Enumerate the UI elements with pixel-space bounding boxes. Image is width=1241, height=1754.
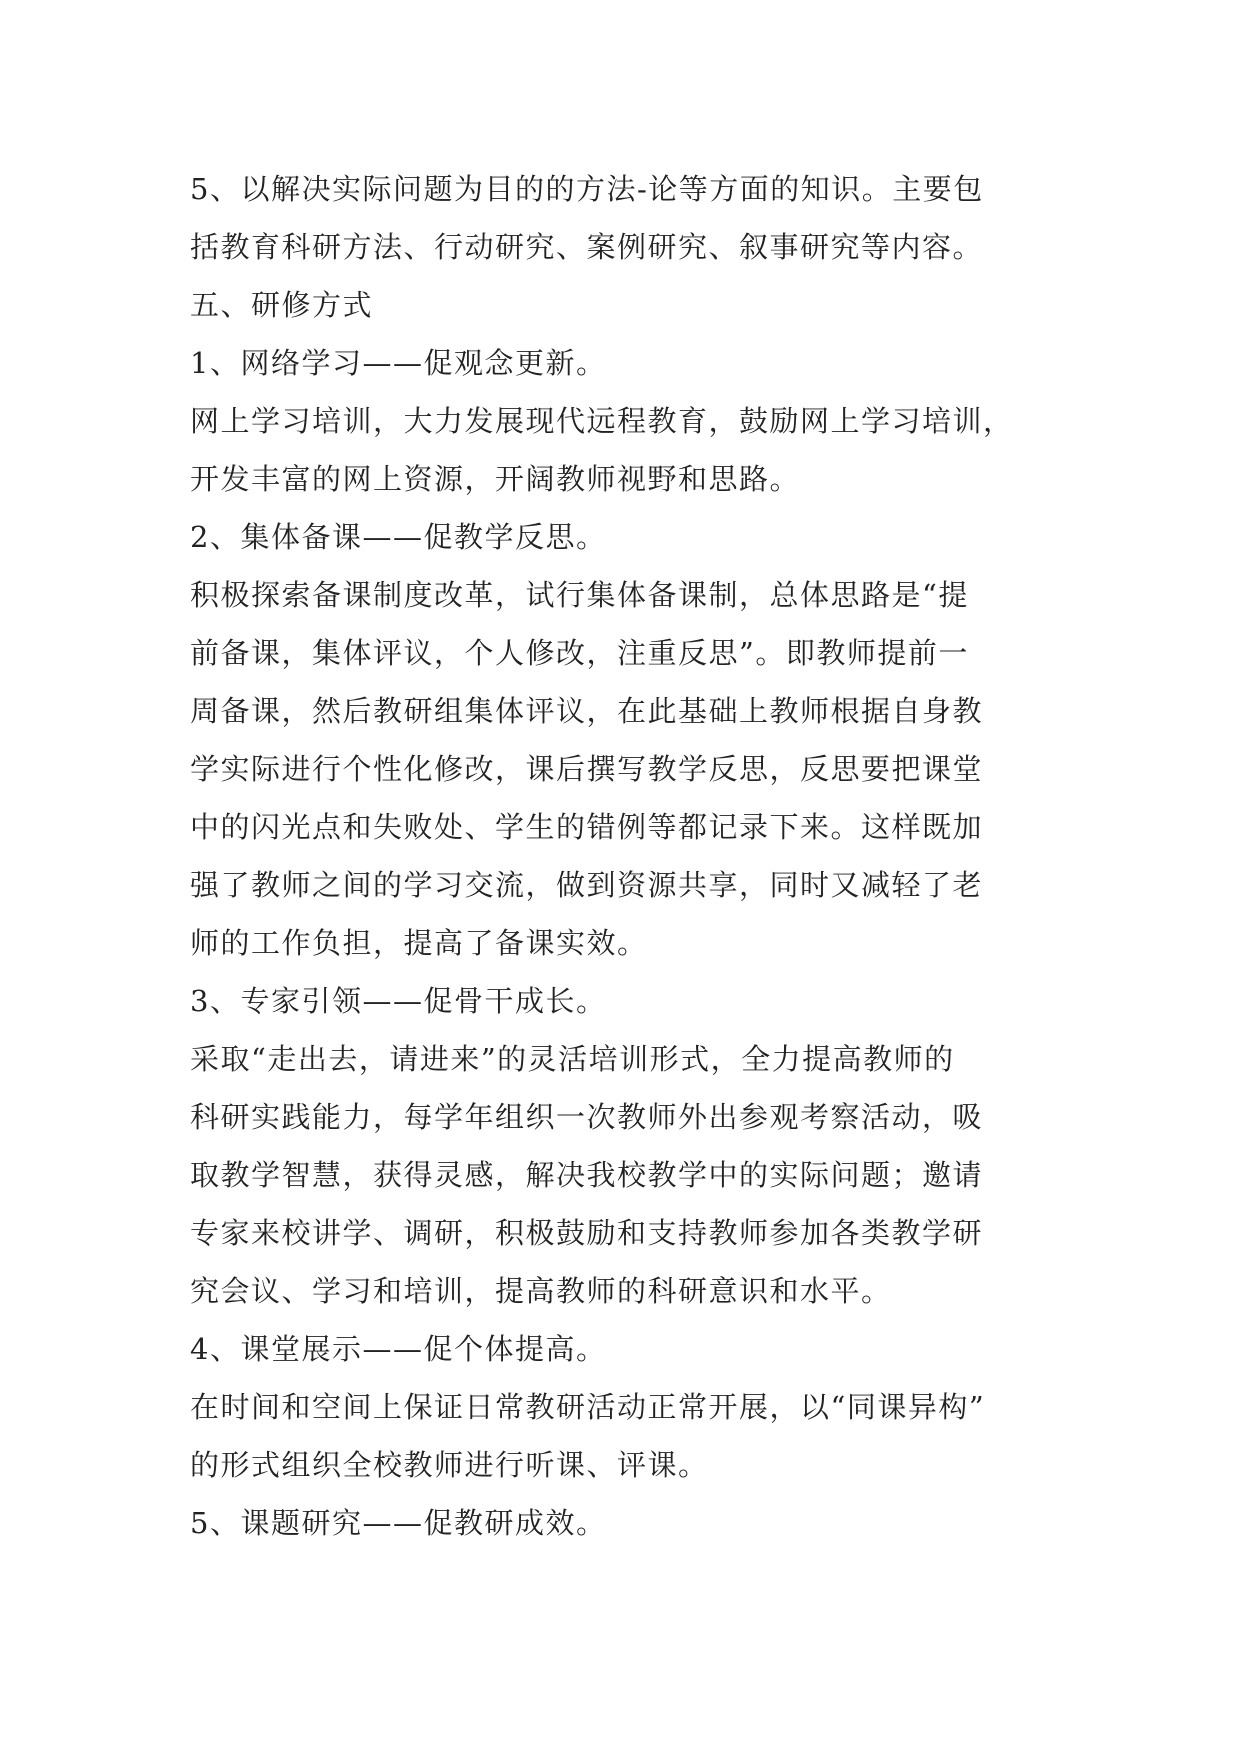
text-line-10: 周备课，然后教研组集体评议，在此基础上教师根据自身教 (190, 694, 984, 728)
text-line-9: 前备课，集体评议，个人修改，注重反思”。即教师提前一 (190, 636, 969, 670)
text-line-11: 学实际进行个性化修改，课后撰写教学反思，反思要把课堂 (190, 752, 984, 786)
text-line-5: 网上学习培训，大力发展现代远程教育，鼓励网上学习培训， (190, 404, 1014, 438)
text-line-1: 5、以解决实际问题为目的的方法-论等方面的知识。主要包 (190, 172, 984, 206)
text-line-16: 采取“走出去，请进来”的灵活培训形式，全力提高教师的 (190, 1042, 955, 1076)
text-line-2: 括教育科研方法、行动研究、案例研究、叙事研究等内容。 (190, 230, 984, 264)
section-heading: 五、研修方式 (190, 288, 374, 322)
subheading-3: 3、专家引领——促骨干成长。 (190, 984, 607, 1018)
subheading-5: 5、课题研究——促教研成效。 (190, 1506, 607, 1540)
subheading-1: 1、网络学习——促观念更新。 (190, 346, 607, 380)
subheading-4: 4、课堂展示——促个体提高。 (190, 1332, 607, 1366)
text-line-8: 积极探索备课制度改革，试行集体备课制，总体思路是“提 (190, 578, 969, 612)
text-line-17: 科研实践能力，每学年组织一次教师外出参观考察活动，吸 (190, 1100, 984, 1134)
text-line-23: 的形式组织全校教师进行听课、评课。 (190, 1448, 709, 1482)
text-line-20: 究会议、学习和培训，提高教师的科研意识和水平。 (190, 1274, 892, 1308)
text-line-6: 开发丰富的网上资源，开阔教师视野和思路。 (190, 462, 801, 496)
text-line-14: 师的工作负担，提高了备课实效。 (190, 926, 648, 960)
text-line-13: 强了教师之间的学习交流，做到资源共享，同时又减轻了老 (190, 868, 984, 902)
text-line-22: 在时间和空间上保证日常教研活动正常开展，以“同课异构” (190, 1390, 986, 1424)
text-line-12: 中的闪光点和失败处、学生的错例等都记录下来。这样既加 (190, 810, 984, 844)
text-line-19: 专家来校讲学、调研，积极鼓励和支持教师参加各类教学研 (190, 1216, 984, 1250)
text-line-18: 取教学智慧，获得灵感，解决我校教学中的实际问题；邀请 (190, 1158, 984, 1192)
subheading-2: 2、集体备课——促教学反思。 (190, 520, 607, 554)
document-body (190, 160, 1060, 1552)
